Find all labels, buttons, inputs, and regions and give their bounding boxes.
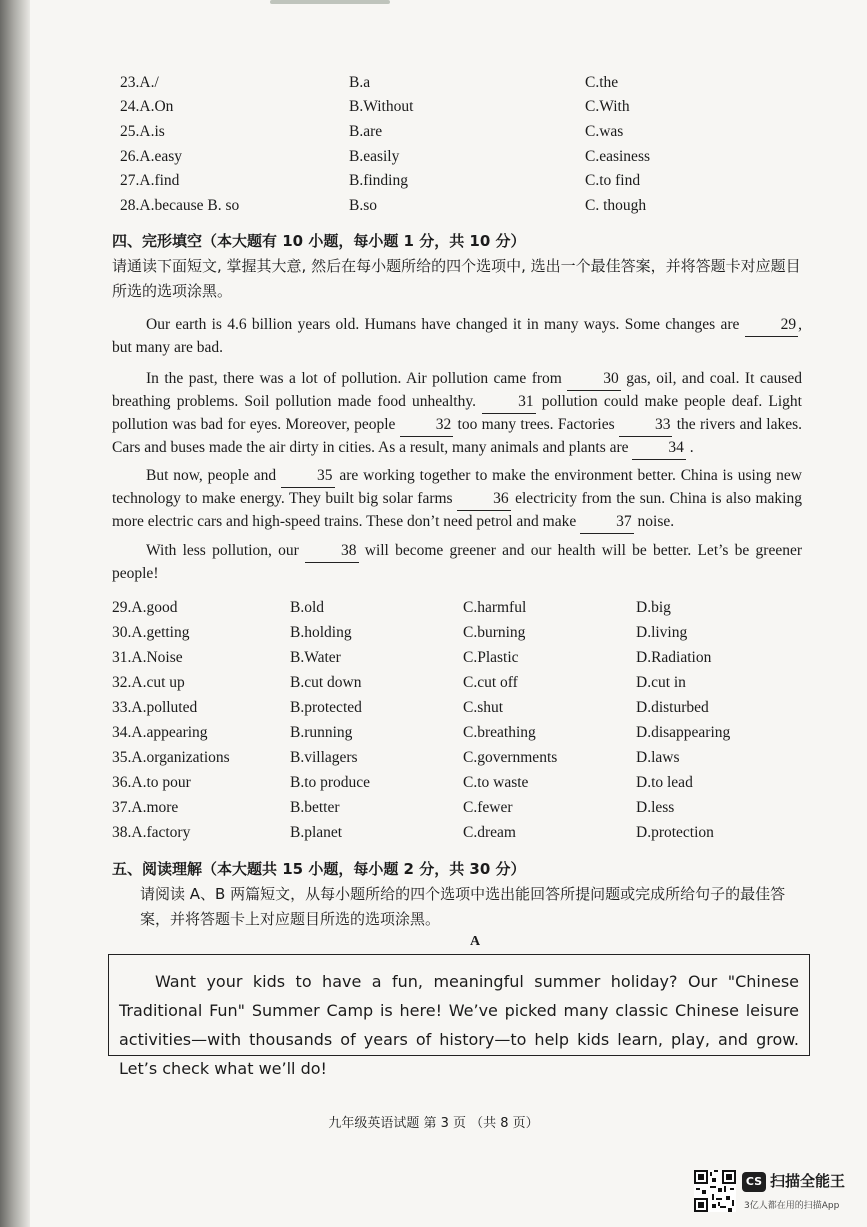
option-row-37: 37.A.more B.better C.fewer D.less [112,799,675,816]
section5-heading: 五、阅读理解（本大题共 15 小题，每小题 2 分，共 30 分） [112,860,526,878]
option-c: C.was [585,123,624,140]
option-row-38: 38.A.factory B.planet C.dream D.protection [112,824,714,841]
scan-top-mark [270,0,390,4]
option-row-34: 34.A.appearing B.running C.breathing D.disappearing [112,724,731,741]
option-c: C.easiness [585,148,651,165]
option-a: 26.A.easy [120,148,182,165]
option-b: B.finding [349,172,408,189]
blank-31: 31 [482,391,536,414]
blank-30: 30 [567,368,621,391]
option-row-32: 32.A.cut up B.cut down C.cut off D.cut in [112,674,686,691]
section4-heading: 四、完形填空（本大题有 10 小题，每小题 1 分，共 10 分） [112,232,526,250]
option-row-30: 30.A.getting B.holding C.burning D.living [112,624,688,641]
option-a: 25.A.is [120,123,165,140]
option-c: C.to find [585,172,641,189]
blank-37: 37 [580,511,634,534]
option-b: B.Without [349,98,414,115]
option-row-27 [0,170,867,192]
option-row-23 [0,72,867,94]
blank-29: 29 [745,314,799,337]
option-row-26 [0,146,867,168]
option-b: B.a [349,74,371,91]
section5-instruction: 请阅读 A、B 两篇短文，从每小题所给的四个选项中选出能回答所提问题或完成所给句子的最佳答案，并将答题卡上对应题目所选的选项涂黑。 [140,885,786,928]
option-row-36: 36.A.to pour B.to produce C.to waste D.to lead [112,774,693,791]
passage-paragraph-1: Our earth is 4.6 billion years old. Humans have changed it in many ways. Some changes are 29 , but many are bad. [112,316,802,356]
option-b: B.easily [349,148,400,165]
passage-a-label: A [470,934,481,949]
blank-36: 36 [457,488,511,511]
blank-38: 38 [305,540,359,563]
option-c: C.the [585,74,619,91]
passage-paragraph-2: In the past, there was a lot of pollution. Air pollution came from 30 gas, oil, and coal. It caused breathing problems. Soil pollution made food unhealthy. 31 pollution could make people deaf. Light pollution was bad for eyes. Moreover, people 32 too many trees. Factories 33 the rivers and lakes. Cars and buses made the air dirty in cities. As a result, many animals and plants are 34 . [112,368,802,460]
option-row-28 [0,195,867,217]
blank-34: 34 [632,437,686,460]
option-b: B.are [349,123,383,140]
option-c: C. though [585,197,647,214]
camscanner-tagline: 3亿人都在用的扫描App [744,1201,840,1211]
option-row-24 [0,96,867,118]
option-a: 28.A.because B. so [120,197,240,214]
qr-code-icon [694,1170,736,1212]
option-row-33: 33.A.polluted B.protected C.shut D.disturbed [112,699,709,716]
option-a: 23.A./ [120,74,159,91]
blank-35: 35 [281,465,335,488]
option-a: 24.A.On [120,98,174,115]
page-footer: 九年级英语试题 第 3 页 （共 8 页） [328,1116,539,1131]
option-row-35: 35.A.organizations B.villagers C.governments D.laws [112,749,680,766]
option-a: 27.A.find [120,172,180,189]
passage-a-box: Want your kids to have a fun, meaningful summer holiday? Our "Chinese Traditional Fun" Summer Camp is here! We’ve picked many classic Chinese leisure activities—with thousands of years of history—to help kids learn, play, and grow. Let’s check what we’ll do! [108,954,810,1056]
section4-instruction: 请通读下面短文, 掌握其大意, 然后在每小题所给的四个选项中, 选出一个最佳答案，并将答题卡对应题目所选的选项涂黑。 [112,257,801,300]
blank-33: 33 [619,414,673,437]
passage-paragraph-4: With less pollution, our 38 will become greener and our health will be better. Let’s be greener people! [112,542,802,582]
option-b: B.so [349,197,377,214]
camscanner-logo-icon: CS [742,1172,766,1192]
option-row-25 [0,121,867,143]
camscanner-name: 扫描全能王 [770,1172,846,1190]
passage-paragraph-3: But now, people and 35 are working together to make the environment better. China is using new technology to make energy. They built big solar farms 36 electricity from the sun. China is also making more electric cars and high-speed trains. These don’t need petrol and make 37 noise. [112,465,802,534]
blank-32: 32 [400,414,454,437]
option-c: C.With [585,98,630,115]
option-row-29: 29.A.good B.old C.harmful D.big [112,599,671,616]
option-row-31: 31.A.Noise B.Water C.Plastic D.Radiation [112,649,712,666]
